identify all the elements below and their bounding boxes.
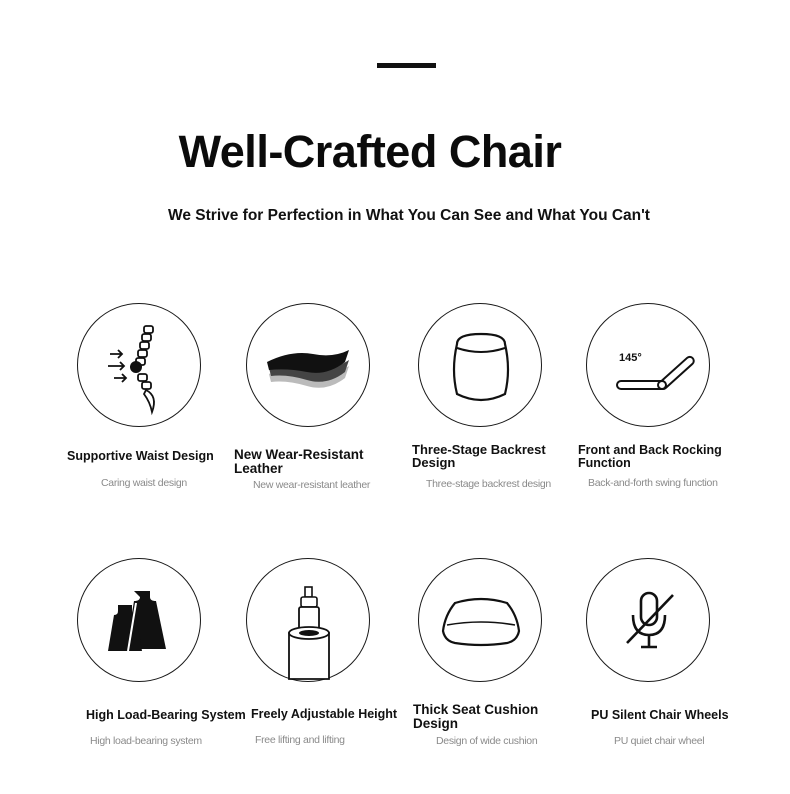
feature-title: PU Silent Chair Wheels bbox=[591, 708, 729, 722]
recline-icon bbox=[587, 304, 711, 428]
feature-icon-circle bbox=[586, 303, 710, 427]
feature-description: Three-stage backrest design bbox=[426, 478, 551, 490]
feature-description: High load-bearing system bbox=[90, 735, 202, 747]
feature-title: New Wear-Resistant Leather bbox=[234, 447, 364, 476]
feature-description: Back-and-forth swing function bbox=[588, 477, 718, 489]
feature-description: PU quiet chair wheel bbox=[614, 735, 705, 747]
seat-cushion-icon bbox=[419, 559, 543, 683]
feature-title: Supportive Waist Design bbox=[67, 449, 214, 463]
feature-icon-circle bbox=[246, 558, 370, 682]
feature-title: Three-Stage Backrest Design bbox=[412, 442, 546, 470]
leather-layers-icon bbox=[247, 304, 371, 428]
feature-description: Free lifting and lifting bbox=[255, 734, 345, 746]
feature-title: Thick Seat Cushion Design bbox=[413, 702, 539, 731]
page-subtitle: We Strive for Perfection in What You Can See and What You Can't bbox=[168, 207, 650, 224]
weights-icon bbox=[78, 559, 202, 683]
page-title: Well-Crafted Chair bbox=[178, 126, 562, 177]
feature-description: New wear-resistant leather bbox=[253, 479, 371, 491]
feature-description: Design of wide cushion bbox=[436, 735, 538, 747]
feature-title: Freely Adjustable Height bbox=[251, 707, 398, 721]
feature-icon-circle bbox=[77, 303, 201, 427]
header-accent-bar bbox=[377, 63, 436, 68]
backrest-icon bbox=[419, 304, 543, 428]
feature-icon-circle bbox=[77, 558, 201, 682]
feature-description: Caring waist design bbox=[101, 477, 187, 489]
feature-title: High Load-Bearing System bbox=[86, 708, 246, 722]
gas-lift-icon bbox=[247, 559, 371, 683]
feature-icon-circle bbox=[586, 558, 710, 682]
feature-icon-circle bbox=[418, 558, 542, 682]
feature-icon-circle bbox=[418, 303, 542, 427]
spine-icon bbox=[78, 304, 202, 428]
mute-icon bbox=[587, 559, 711, 683]
recline-angle-label: 145° bbox=[619, 352, 642, 364]
feature-icon-circle bbox=[246, 303, 370, 427]
feature-title: Front and Back Rocking Function bbox=[578, 443, 722, 470]
